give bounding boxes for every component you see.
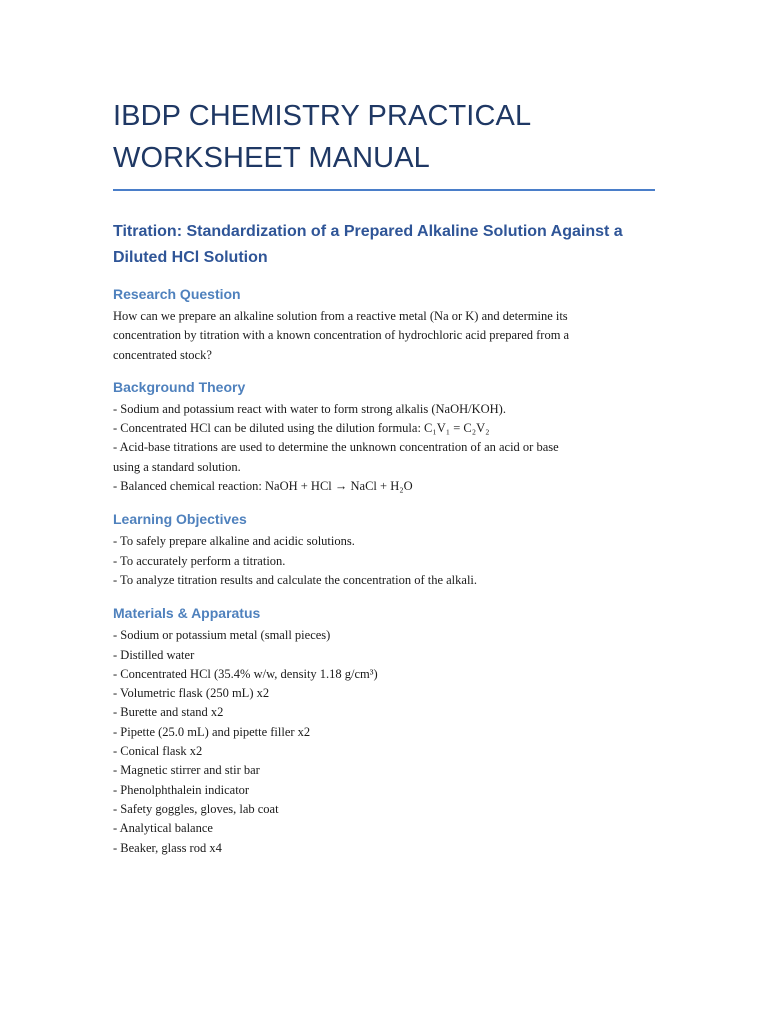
list-item: - Magnetic stirrer and stir bar xyxy=(113,763,260,778)
document-title xyxy=(113,95,658,179)
text-line: concentrated stock? xyxy=(113,347,212,362)
list-item: - Safety goggles, gloves, lab coat xyxy=(113,801,279,816)
list-item: - Distilled water xyxy=(113,647,195,662)
list-item: - Burette and stand x2 xyxy=(113,705,224,720)
background-theory-heading: Background Theory xyxy=(113,378,246,395)
materials-list xyxy=(113,626,658,858)
list-item: - To safely prepare alkaline and acidic solutions. xyxy=(113,534,355,549)
research-question-text xyxy=(113,307,658,365)
list-item: - Sodium or potassium metal (small pieces) xyxy=(113,628,331,643)
list-item: - Beaker, glass rod x4 xyxy=(113,840,222,855)
list-item: - Analytical balance xyxy=(113,821,213,836)
list-item: - Volumetric flask (250 mL) x2 xyxy=(113,686,270,701)
text-line: How can we prepare an alkaline solution from a reactive metal (Na or K) and determine its xyxy=(113,309,568,323)
list-item: - Phenolphthalein indicator xyxy=(113,782,250,797)
list-item: - To accurately perform a titration. xyxy=(113,553,286,568)
title-divider xyxy=(113,189,655,191)
list-item: - To analyze titration results and calculate the concentration of the alkali. xyxy=(113,572,478,587)
text-line: concentration by titration with a known concentration of hydrochloric acid prepared from a xyxy=(113,328,570,343)
list-item: - Balanced chemical reaction: NaOH + HCl → NaCl + H₂O xyxy=(113,479,413,494)
worksheet-page xyxy=(113,95,658,858)
materials-heading: Materials & Apparatus xyxy=(113,605,261,622)
experiment-title-line-1: Titration: Standardization of a Prepared Alkaline Solution Against a xyxy=(113,223,623,240)
background-theory-text xyxy=(113,400,658,496)
list-item: - Acid-base titrations are used to determine the unknown concentration of an acid or base xyxy=(113,440,559,455)
research-question-heading: Research Question xyxy=(113,286,241,302)
learning-objectives-heading: Learning Objectives xyxy=(113,511,247,528)
experiment-title-line-2: Diluted HCl Solution xyxy=(113,249,268,266)
list-item: - Concentrated HCl can be diluted using the dilution formula: C₁V₁ = C₂V₂ xyxy=(113,421,490,436)
list-item: - Conical flask x2 xyxy=(113,744,203,759)
list-item: - Pipette (25.0 mL) and pipette filler x2 xyxy=(113,724,311,739)
title-line-1: IBDP CHEMISTRY PRACTICAL xyxy=(113,100,532,132)
experiment-title xyxy=(113,219,658,271)
learning-objectives-text xyxy=(113,532,658,590)
list-item: - Concentrated HCl (35.4% w/w, density 1.18 g/cm³) xyxy=(113,666,378,681)
list-item: - Sodium and potassium react with water to form strong alkalis (NaOH/KOH). xyxy=(113,401,506,416)
title-line-2: WORKSHEET MANUAL xyxy=(113,142,430,174)
list-item-continuation: using a standard solution. xyxy=(113,459,241,474)
